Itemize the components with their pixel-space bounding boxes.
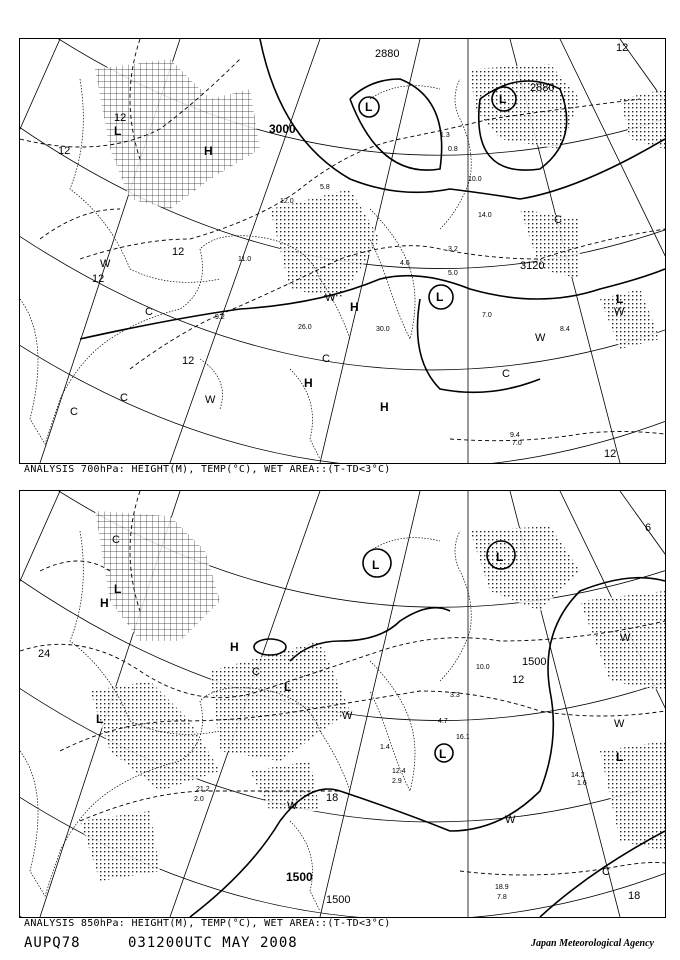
warm-symbol: W [614,306,625,318]
contour-label: 12 [172,246,185,258]
high-symbol: H [230,640,239,654]
cold-symbol: C [252,666,260,678]
station-value: 9.2 [215,314,225,321]
contour-label: 1500 [286,870,313,884]
cold-symbol: C [554,214,562,226]
station-value: 0.8 [448,146,458,153]
station-value: 3.2 [448,246,458,253]
station-value: 1.6 [577,780,587,787]
station-value: 1.4 [380,744,390,751]
contour-label: 6 [645,522,652,534]
station-value: 3.3 [450,692,460,699]
station-plots-700hpa [215,132,570,447]
warm-symbol: W [287,800,298,812]
cold-symbol: C [120,392,128,404]
agency-credit: Japan Meteorological Agency [531,938,654,949]
station-value: 30.0 [376,326,390,333]
station-value: 1.3 [440,132,450,139]
contour-label: 12 [604,448,617,460]
station-value: 12.0 [280,198,294,205]
low-symbol: L [284,680,292,694]
contour-label: 12 [512,674,525,686]
warm-symbol: W [614,718,625,730]
station-value: 9.4 [510,432,520,439]
station-value: 11.0 [238,256,252,263]
contour-label: 2880 [530,82,555,94]
warm-symbol: W [325,292,336,304]
high-symbol: H [304,376,313,390]
product-code: AUPQ78 [24,935,81,951]
station-value: 5.0 [448,270,458,277]
station-value: 7.0 [482,312,492,319]
map-700hpa-canvas [20,39,665,463]
high-symbol: H [204,144,213,158]
low-symbol: L [114,582,122,596]
station-value: 4.7 [438,718,448,725]
low-symbol: L [616,750,624,764]
warm-symbol: W [505,814,516,826]
cold-symbol: C [145,306,153,318]
contour-label: 18 [628,890,641,902]
station-value: 8.4 [560,326,570,333]
cold-symbol: C [602,866,610,878]
cold-symbol: C [322,353,330,365]
low-symbol: L [365,100,373,114]
contour-label: 1500 [522,656,547,668]
high-symbol: H [350,300,359,314]
station-value: 10.0 [468,176,482,183]
station-value: 5.8 [320,184,330,191]
low-symbol: L [616,292,624,306]
contour-label: 3120 [520,260,545,272]
low-symbol: L [499,92,507,106]
warm-symbol: W [205,394,216,406]
warm-symbol: W [100,258,111,270]
station-value: 21.2 [196,786,210,793]
station-value: 7.8 [497,894,507,901]
station-value: 26.0 [298,324,312,331]
chart-caption-850hpa: ANALYSIS 850hPa: HEIGHT(M), TEMP(°C), WET AREA::(T-TD<3°C) [24,918,391,929]
cold-symbol: C [502,368,510,380]
station-value: 12.4 [392,768,406,775]
contour-label: 1500 [326,894,351,906]
station-value: 18.9 [495,884,509,891]
contour-label: 12 [182,355,195,367]
low-symbol: L [114,124,122,138]
contour-label: 2880 [375,48,400,60]
low-symbol: L [96,712,104,726]
high-symbol: H [380,400,389,414]
contour-label: 12 [114,112,127,124]
station-value: 4.6 [400,260,410,267]
contour-label: 18 [326,792,339,804]
warm-symbol: W [342,710,353,722]
contour-label: 24 [38,648,51,660]
chart-caption-700hpa: ANALYSIS 700hPa: HEIGHT(M), TEMP(°C), WET AREA::(T-TD<3°C) [24,464,391,475]
warm-symbol: W [535,332,546,344]
station-value: 7.0 [512,440,522,447]
station-value: 2.0 [194,796,204,803]
low-symbol: L [372,558,380,572]
map-panel-700hpa [19,38,666,464]
station-value: 16.1 [456,734,470,741]
low-symbol: L [439,747,447,761]
station-value: 14.0 [478,212,492,219]
contour-label: 12 [616,42,629,54]
contour-label: 12 [92,273,105,285]
cold-symbol: C [112,534,120,546]
low-symbol: L [436,290,444,304]
contour-label: 3000 [269,122,296,136]
contour-label: 12 [58,145,71,157]
map-850hpa-canvas [20,491,665,917]
low-symbol: L [496,550,504,564]
station-value: 10.0 [476,664,490,671]
map-panel-850hpa [19,490,666,918]
station-value: 14.2 [571,772,585,779]
valid-time: 031200UTC MAY 2008 [128,935,298,951]
high-symbol: H [100,596,109,610]
station-value: 2.9 [392,778,402,785]
cold-symbol: C [70,406,78,418]
warm-symbol: W [620,632,631,644]
